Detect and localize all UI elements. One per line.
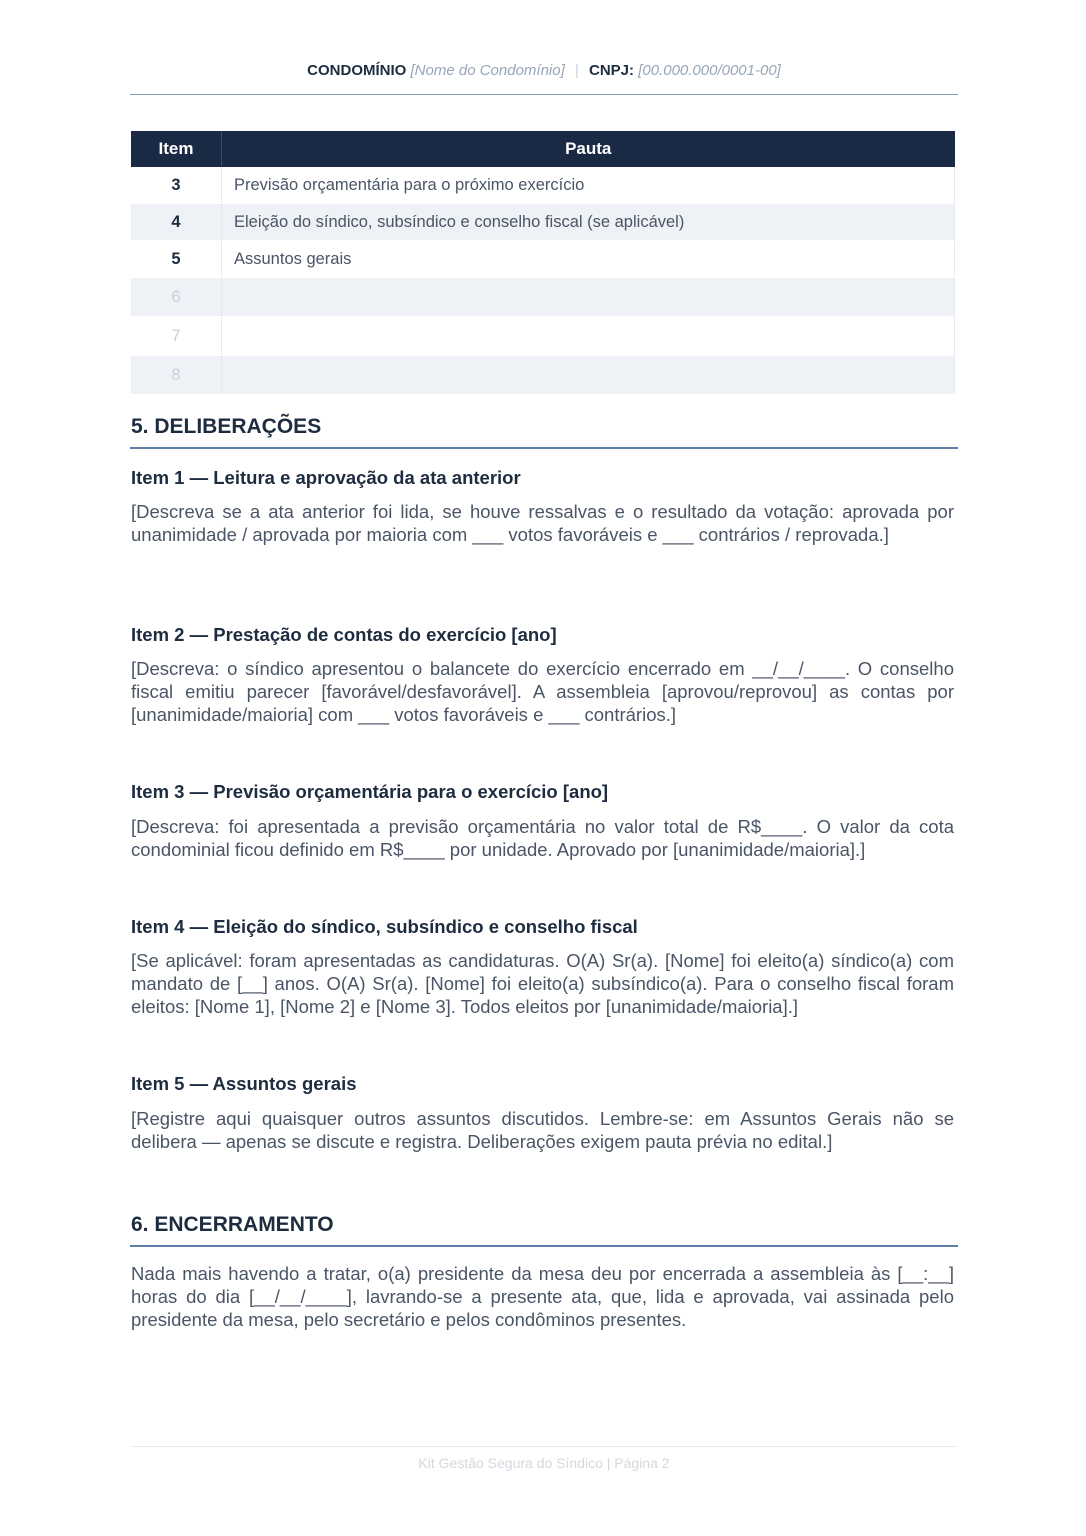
- row-number: 6: [131, 278, 222, 317]
- page-header: [130, 62, 958, 79]
- cnpj-placeholder: [00.000.000/0001-00]: [638, 62, 781, 79]
- encerramento-text: Nada mais havendo a tratar, o(a) presidente da mesa deu por encerrada a assembleia às [__:__] horas do dia [__/__/____], lavrando-se a presente ata, que, lida e aprovada, vai assinada pelo presidente da mesa, pelo secretário e pelos condôminos presentes.: [131, 1263, 954, 1330]
- row-text: [222, 356, 955, 395]
- row-number: 8: [131, 356, 222, 395]
- table-header-row: [131, 131, 955, 167]
- column-header-item: Item: [131, 131, 222, 167]
- table-row: [131, 278, 955, 317]
- row-number: 4: [131, 204, 222, 241]
- condo-label: CONDOMÍNIO: [307, 62, 407, 79]
- item-title: Item 5 — Assuntos gerais: [131, 1073, 357, 1094]
- item-title: Item 4 — Eleição do síndico, subsíndico e conselho fiscal: [131, 916, 638, 937]
- row-text: [222, 278, 955, 317]
- section-divider: [130, 1245, 958, 1247]
- table-row: [131, 241, 955, 278]
- table-row: [131, 356, 955, 395]
- row-number: 3: [131, 167, 222, 204]
- footer-divider: [130, 1446, 958, 1447]
- condo-name-placeholder: [Nome do Condomínio]: [410, 62, 565, 79]
- page-footer: Kit Gestão Segura do Síndico | Página 2: [418, 1455, 670, 1471]
- item-description: [Descreva: foi apresentada a previsão orçamentária no valor total de R$____. O valor da cota condominial ficou definido em R$____ por unidade. Aprovado por [unanimidade/maioria].]: [131, 816, 954, 860]
- table-row: [131, 167, 955, 204]
- table-row: [131, 204, 955, 241]
- row-text: Previsão orçamentária para o próximo exercício: [222, 167, 955, 204]
- row-text: Assuntos gerais: [222, 241, 955, 278]
- row-number: 5: [131, 241, 222, 278]
- item-title: Item 1 — Leitura e aprovação da ata anterior: [131, 467, 521, 488]
- item-title: Item 3 — Previsão orçamentária para o exercício [ano]: [131, 781, 609, 802]
- item-description: [Registre aqui quaisquer outros assuntos discutidos. Lembre-se: em Assuntos Gerais não se delibera — apenas se discute e registra. Deliberações exigem pauta prévia no edital.]: [131, 1108, 954, 1152]
- row-text: [222, 317, 955, 356]
- header-divider: [130, 94, 958, 95]
- item-description: [Descreva se a ata anterior foi lida, se houve ressalvas e o resultado da votação: aprovada por unanimidade / aprovada por maioria com ___ votos favoráveis e ___ contrários / reprovada.]: [131, 501, 954, 545]
- item-description: [Descreva: o síndico apresentou o balancete do exercício encerrado em __/__/____. O conselho fiscal emitiu parecer [favorável/desfavorável]. A assembleia [aprovou/reprovou] as contas por [unanimidade/maioria] com ___ votos favoráveis e ___ contrários.]: [131, 658, 954, 725]
- section-title-encerramento: 6. ENCERRAMENTO: [131, 1213, 334, 1236]
- table-row: [131, 317, 955, 356]
- item-description: [Se aplicável: foram apresentadas as candidaturas. O(A) Sr(a). [Nome] foi eleito(a) síndico(a) com mandato de [__] anos. O(A) Sr(a). [Nome] foi eleito(a) subsíndico(a). Para o conselho fiscal foram eleitos: [Nome 1], [Nome 2] e [Nome 3]. Todos eleitos por [unanimidade/maioria].]: [131, 950, 954, 1017]
- column-header-pauta: Pauta: [222, 131, 955, 167]
- header-separator: |: [574, 62, 579, 79]
- row-number: 7: [131, 317, 222, 356]
- section-title-deliberacoes: 5. DELIBERAÇÕES: [131, 415, 322, 438]
- section-divider: [130, 447, 958, 449]
- cnpj-label: CNPJ:: [589, 62, 635, 79]
- row-text: Eleição do síndico, subsíndico e conselho fiscal (se aplicável): [222, 204, 955, 241]
- item-title: Item 2 — Prestação de contas do exercício [ano]: [131, 624, 557, 645]
- pauta-table: [131, 131, 955, 395]
